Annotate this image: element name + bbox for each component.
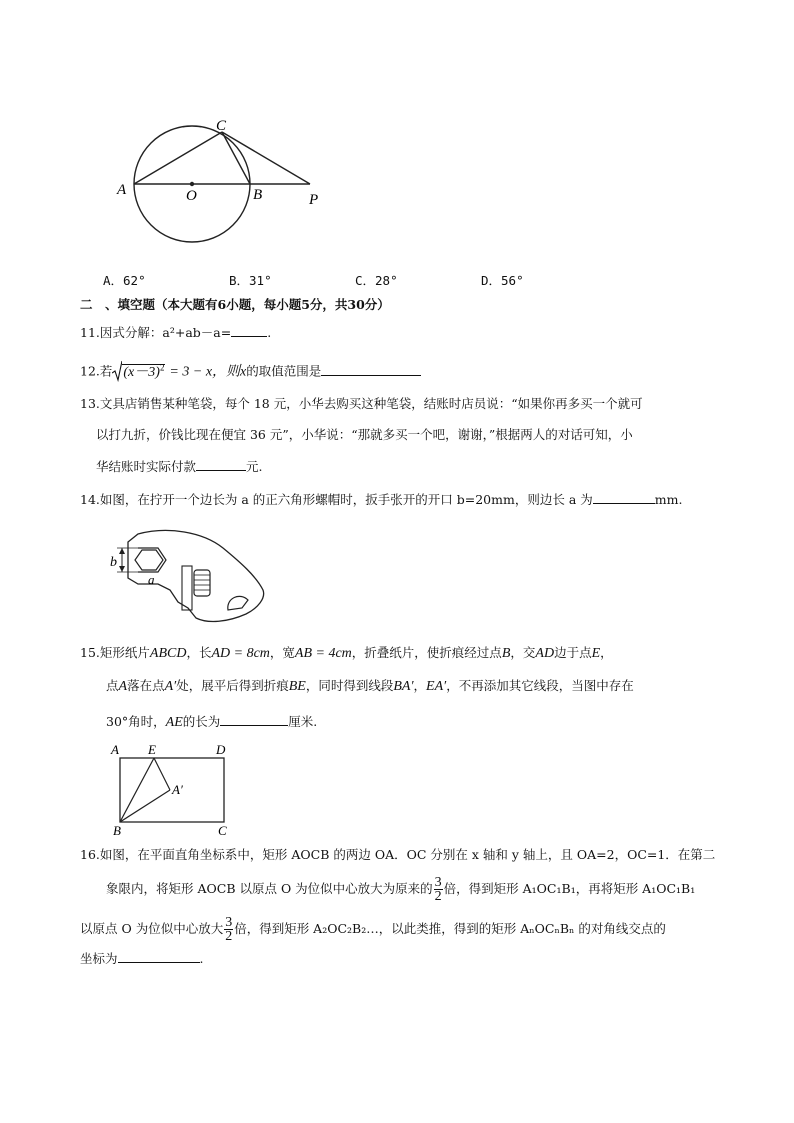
- q14-text: 14.如图，在拧开一个边长为 a 的正六角形螺帽时，扳手张开的开口 b=20mm，则边长 a 为: [80, 492, 593, 507]
- sqrt-sign: [112, 360, 122, 382]
- q15-blank[interactable]: [220, 713, 288, 726]
- q13-blank[interactable]: [196, 458, 246, 471]
- q13-line3-start: 华结账时实际付款: [96, 459, 197, 474]
- q12-blank[interactable]: [321, 363, 421, 376]
- question-16-line4: 坐标为 .: [80, 951, 204, 966]
- choice-b: B．31°: [229, 273, 272, 288]
- question-15-line1: 15.矩形纸片ABCD，长AD = 8cm，宽AB = 4cm，折叠纸片，使折痕经过点B，交AD边于点E，: [80, 645, 613, 661]
- q11-blank[interactable]: [231, 324, 267, 337]
- question-13-line2: 以打九折，价钱比现在便宜 36 元”，小华说：“那就多买一个吧，谢谢，”根据两人的对话可知，小: [96, 427, 633, 442]
- q12-sqrt: [112, 358, 165, 382]
- q16-blank[interactable]: [118, 950, 200, 963]
- label-p: P: [309, 192, 319, 208]
- q14-unit: mm.: [654, 492, 683, 507]
- center-dot: [190, 182, 194, 186]
- label-a: A: [111, 742, 119, 757]
- label-a: a: [148, 572, 155, 587]
- question-15-line2: 点A落在点A′处，展平后得到折痕BE，同时得到线段BA′，EA′，不再添加其它线段，当图中存在: [106, 678, 634, 694]
- fraction-3-2: $\frac{3}{2}$: [225, 915, 233, 944]
- q11-text: 11.因式分解：a²+ab－a=: [80, 325, 232, 340]
- q11-end: .: [267, 325, 272, 340]
- question-16-line2: 象限内，将矩形 AOCB 以原点 O 为位似中心放大为原来的 $\frac{3}{2}$ 倍，得到矩形 A₁OC₁B₁，再将矩形 A₁OC₁B₁: [106, 875, 696, 904]
- line-ac: [134, 132, 222, 184]
- question-13-line3: [96, 458, 263, 476]
- question-15-line3: 30°角时，AE的长为 厘米.: [106, 714, 318, 730]
- q12-mid: = 3 − x，则: [169, 364, 241, 380]
- label-d: D: [216, 742, 226, 757]
- q12-var: x: [240, 364, 247, 380]
- q12-prefix: 12.若: [80, 363, 113, 379]
- hex-nut: [135, 550, 163, 570]
- circle-tangent-figure: [110, 110, 330, 260]
- choice-a: A．62°: [103, 273, 146, 288]
- segment-ba1: [120, 790, 170, 822]
- wrench-figure: [108, 528, 268, 628]
- label-c: C: [216, 118, 227, 134]
- question-16-line3: 以原点 O 为位似中心放大 $\frac{3}{2}$ 倍，得到矩形 A₂OC₂B₂…，以此类推，得到的矩形 AₙOCₙBₙ 的对角线交点的: [80, 915, 666, 944]
- q12-exponent: 2: [159, 362, 165, 372]
- handle-hole: [228, 596, 248, 610]
- question-16-line1: 16.如图，在平面直角坐标系中，矩形 AOCB 的两边 OA．OC 分别在 x 轴和 y 轴上，且 OA=2，OC=1．在第二: [80, 847, 716, 862]
- q14-blank[interactable]: [593, 491, 655, 504]
- label-b: B: [113, 823, 121, 838]
- label-c: C: [218, 823, 227, 838]
- dim-arrow: [119, 566, 125, 572]
- choice-d: D．56°: [481, 273, 524, 288]
- q12-radicand: $(x-3)^2$: [123, 362, 165, 380]
- label-e: E: [148, 742, 156, 757]
- q13-line3-end: 元.: [246, 459, 263, 474]
- fraction-3-2: $\frac{3}{2}$: [434, 875, 442, 904]
- label-o: O: [186, 188, 197, 204]
- question-13-line1: 13.文具店销售某种笔袋，每个 18 元，小华去购买这种笔袋，结账时店员说：“如果你再多买一个就可: [80, 396, 643, 411]
- dim-arrow: [119, 548, 125, 554]
- label-a: A: [117, 182, 127, 198]
- label-b: b: [110, 555, 117, 570]
- crease-be: [120, 758, 154, 822]
- question-11: [80, 324, 271, 342]
- label-a-prime: A′: [172, 782, 183, 797]
- label-b: B: [253, 187, 263, 203]
- slider-jaw: [182, 566, 192, 610]
- q12-suffix: 的取值范围是: [246, 363, 322, 379]
- jaw-opening: [138, 548, 166, 572]
- adjusting-screw: [194, 570, 210, 596]
- rectangle-figure: [108, 740, 238, 840]
- segment-ea1: [154, 758, 170, 790]
- choice-c: C．28°: [355, 273, 398, 288]
- section-heading: 二 、填空题（本大题有6小题，每小题5分，共30分）: [80, 297, 390, 312]
- question-14: [80, 491, 682, 509]
- question-12: [80, 358, 421, 382]
- line-cp: [222, 132, 310, 184]
